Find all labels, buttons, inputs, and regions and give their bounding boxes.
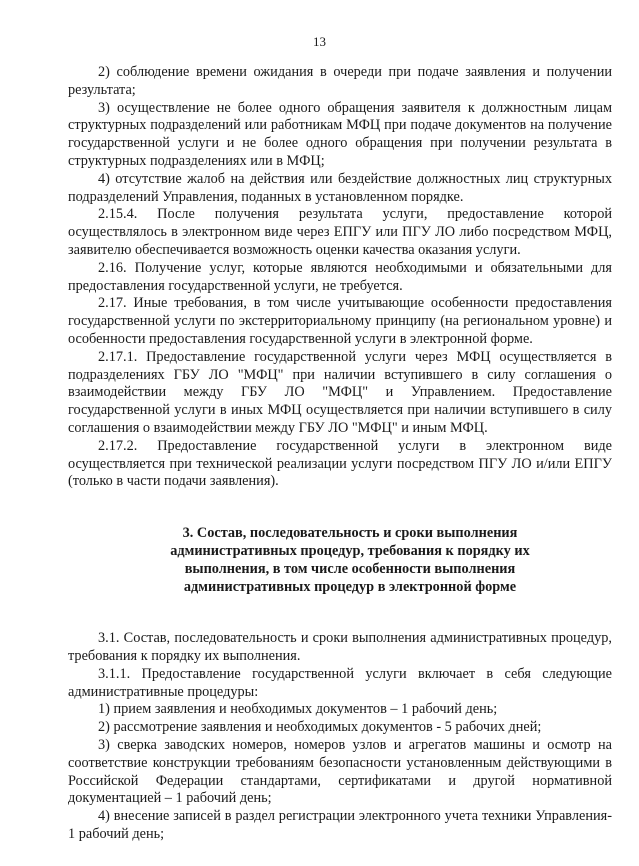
clause-2-17: 2.17. Иные требования, в том числе учитывающие особенности предоставления государственной услуги по экстерриториальному принципу (на региональном уровне) и особенности предоставления государственной услуги в электронной форме. — [68, 295, 612, 347]
procedure-item-1: 1) прием заявления и необходимых документов – 1 рабочий день; — [98, 701, 498, 718]
clause-2-17-1: 2.17.1. Предоставление государственной услуги через МФЦ осуществляется в подразделениях ГБУ ЛО "МФЦ" при наличии вступившего в силу соглашения о взаимодействии между ГБУ ЛО "МФЦ" и Управлением. Предоставление государственной услуги в иных МФЦ осуществляется при наличии вступившего в силу соглашения о взаимодействии между ГБУ ЛО "МФЦ" и иным МФЦ. — [68, 348, 612, 436]
page-number: 13 — [313, 34, 326, 49]
section-heading-line: административных процедур в электронной форме — [183, 579, 517, 596]
document-body — [68, 64, 612, 844]
clause-3-1: 3.1. Состав, последовательность и сроки выполнения административных процедур, требования к порядку их выполнения. — [68, 630, 612, 664]
clause-3-1-1: 3.1.1. Предоставление государственной услуги включает в себя следующие административные процедуры: — [68, 665, 612, 700]
list-item-2: 2) соблюдение времени ожидания в очереди при подаче заявления и получении результата; — [68, 64, 612, 98]
procedure-item-3: 3) сверка заводских номеров, номеров узлов и агрегатов машины и осмотр на соответствие конструкции требованиям безопасности установленным действующими в Российской Федерации стандартами, сертификатами и другой нормативной документацией – 1 рабочий день; — [68, 736, 612, 807]
list-item-3: 3) осуществление не более одного обращения заявителя к должностным лицам структурных подразделений или работникам МФЦ при подаче документов на получение государственной услуги и не более одного обращения при получении результата в структурных подразделениях или в МФЦ; — [68, 99, 612, 169]
list-item-4: 4) отсутствие жалоб на действия или бездействие должностных лиц структурных подразделений Управления, поданных в установленном порядке. — [68, 170, 612, 205]
procedure-item-2: 2) рассмотрение заявления и необходимых документов - 5 рабочих дней; — [98, 719, 542, 736]
clause-2-15-4: 2.15.4. После получения результата услуги, предоставление которой осуществлялось в электронном виде через ЕПГУ или ПГУ ЛО либо посредством МФЦ, заявителю обеспечивается возможность оценки качества оказания услуги. — [68, 206, 612, 258]
section-heading-line: административных процедур, требования к порядку их — [170, 543, 530, 560]
clause-2-16: 2.16. Получение услуг, которые являются необходимыми и обязательными для предоставления государственной услуги, не требуется. — [68, 259, 612, 294]
section-heading — [68, 524, 612, 596]
procedure-item-4: 4) внесение записей в раздел регистрации электронного учета техники Управления- 1 рабочий день; — [68, 808, 612, 842]
section-heading-line: 3. Состав, последовательность и сроки выполнения — [182, 525, 518, 542]
clause-2-17-2: 2.17.2. Предоставление государственной услуги в электронном виде осуществляется при технической реализации услуги посредством ПГУ ЛО и/или ЕПГУ (только в части подачи заявления). — [68, 437, 612, 490]
section-heading-line: выполнения, в том числе особенности выполнения — [184, 561, 516, 578]
